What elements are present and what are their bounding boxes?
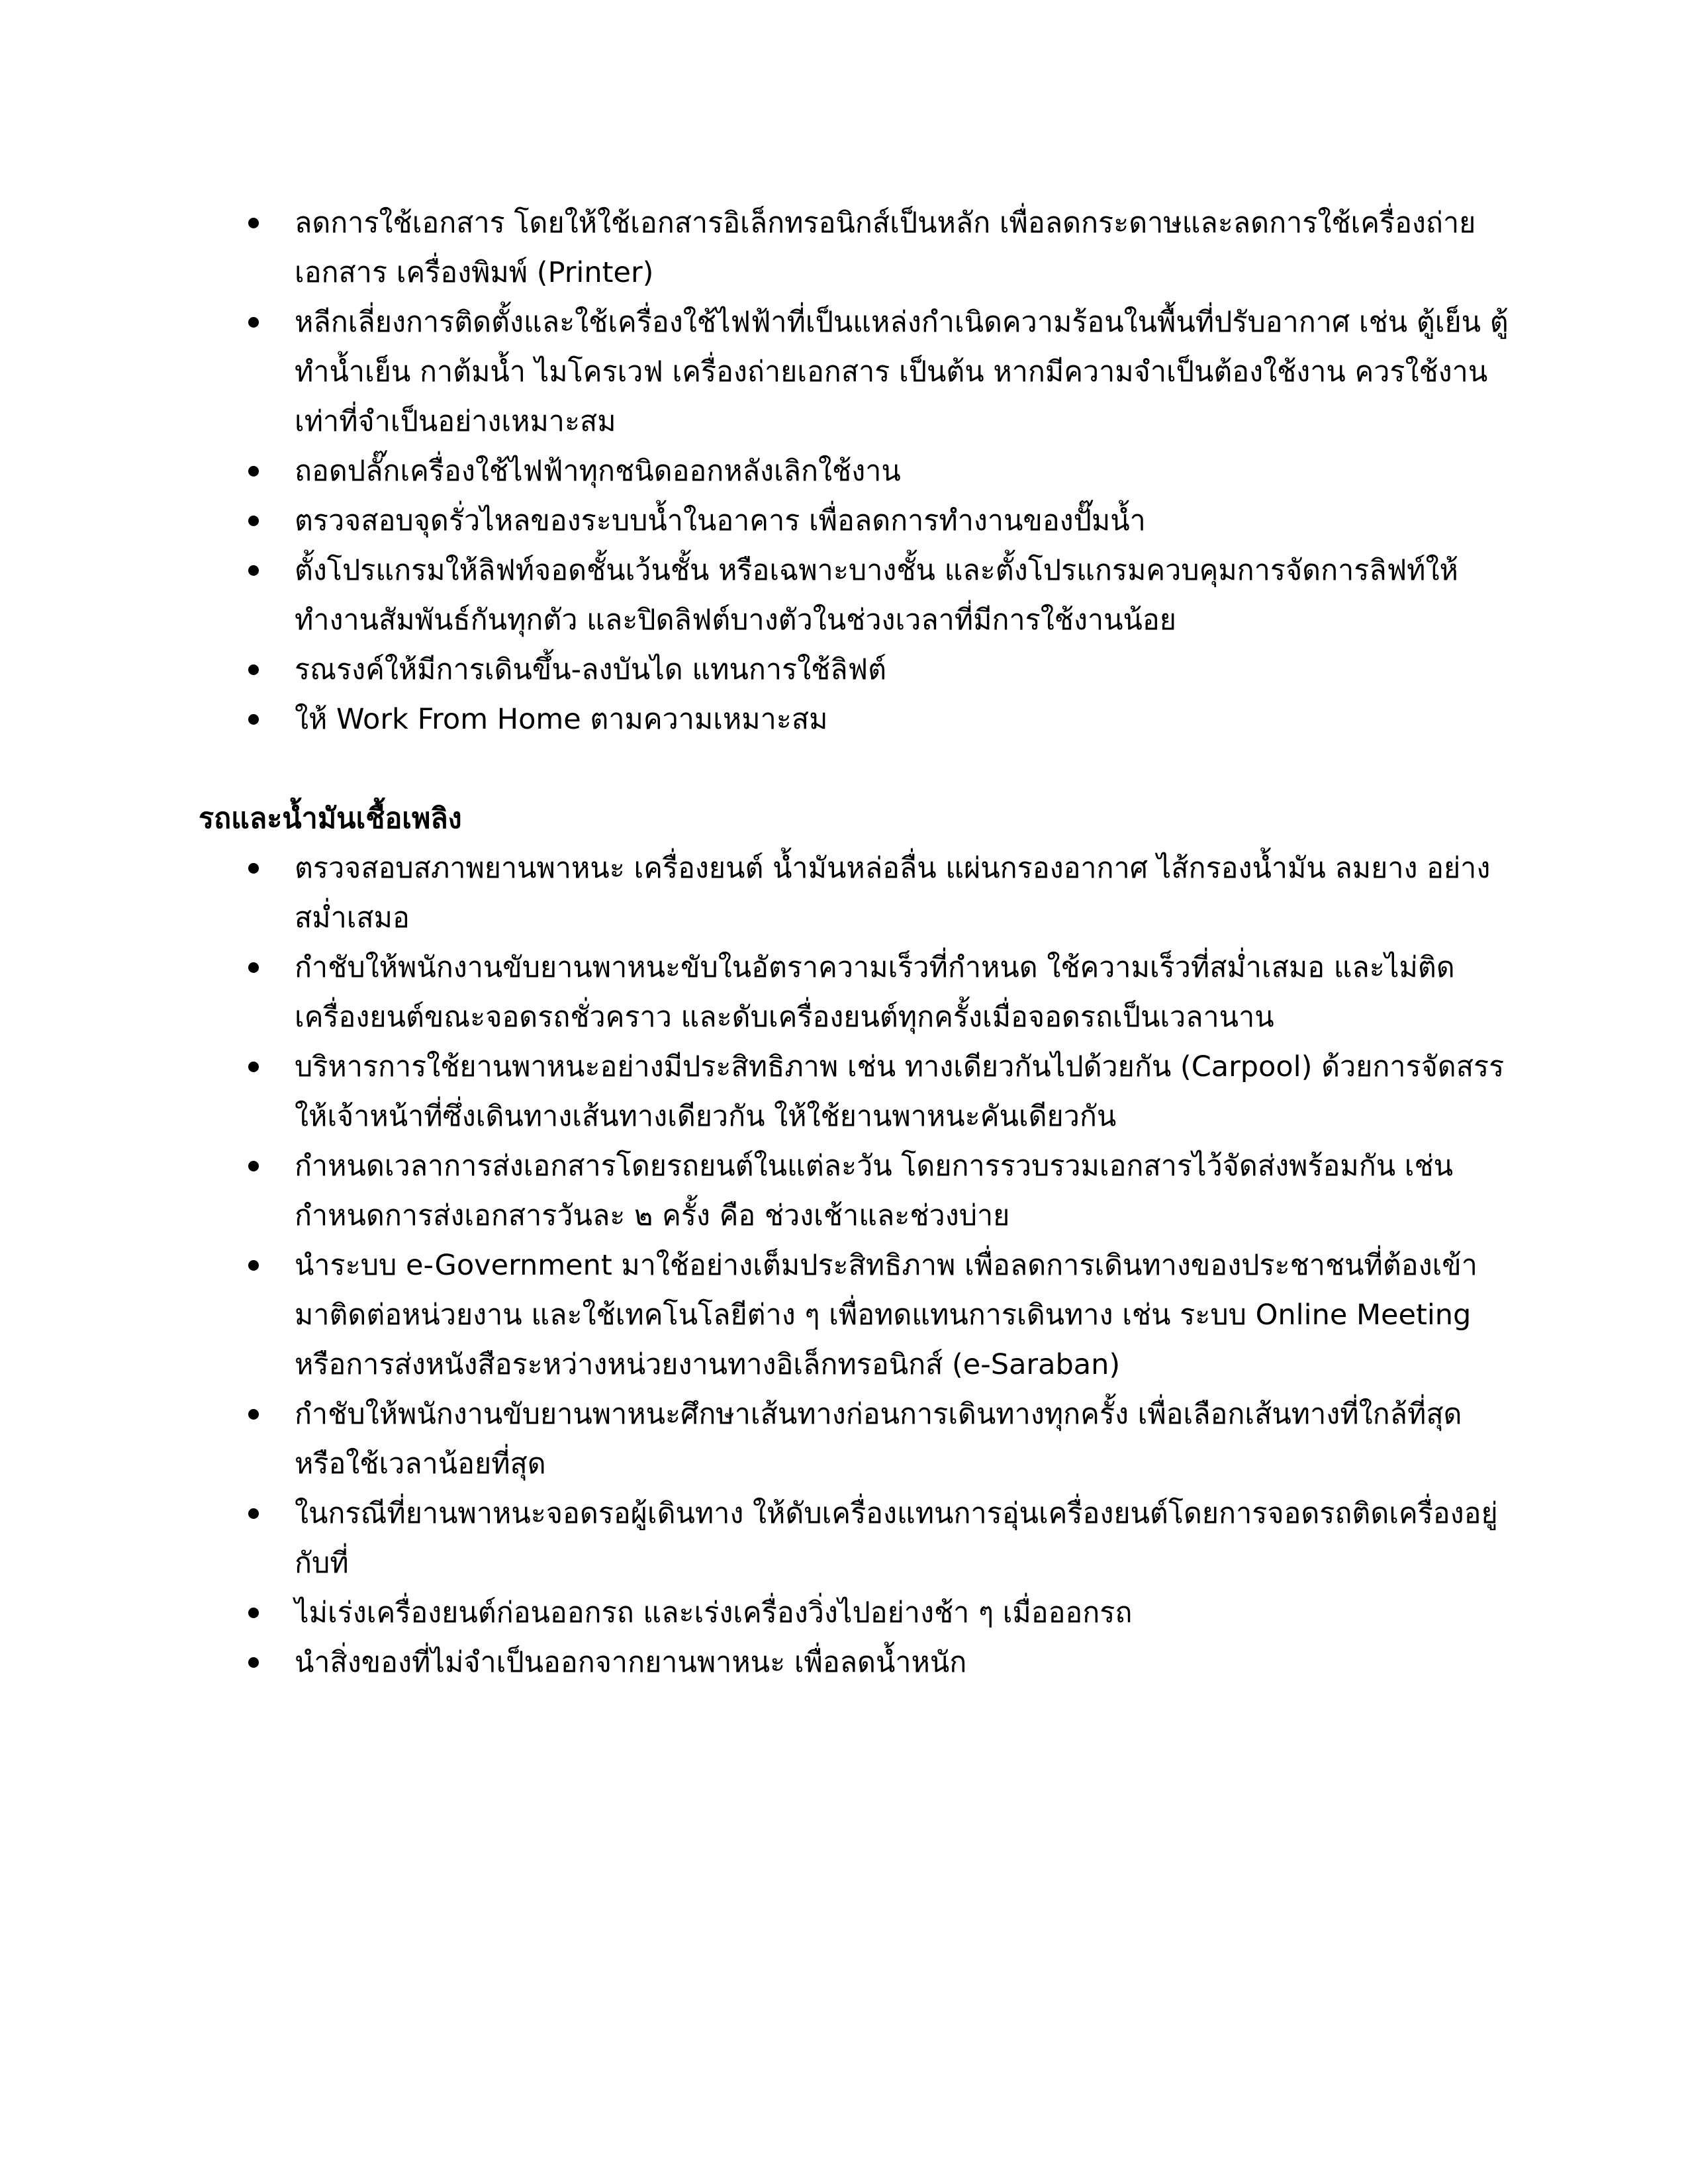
bullet-icon xyxy=(248,1260,259,1271)
section-heading-vehicles-fuel: รถและน้ำมันเชื้อเพลิง xyxy=(199,802,462,835)
list-item-text: นำสิ่งของที่ไม่จำเป็นออกจากยานพาหนะ เพื่อลดน้ำหนัก xyxy=(295,1646,967,1679)
list-item-text: ลดการใช้เอกสาร โดยให้ใช้เอกสารอิเล็กทรอนิกส์เป็นหลัก เพื่อลดกระดาษและลดการใช้เครื่องถ่ายเอกสาร เครื่องพิมพ์ (Printer) xyxy=(295,206,1476,289)
list-item-text: ถอดปลั๊กเครื่องใช้ไฟฟ้าทุกชนิดออกหลังเลิกใช้งาน xyxy=(295,455,901,488)
list-item xyxy=(199,695,1509,745)
list-item xyxy=(199,1638,1509,1688)
bullet-icon xyxy=(248,516,259,526)
list-item xyxy=(199,1042,1509,1142)
list-item xyxy=(199,546,1509,645)
list-item xyxy=(199,1142,1509,1241)
bullet-icon xyxy=(248,1508,259,1519)
list-item-text: กำชับให้พนักงานขับยานพาหนะศึกษาเส้นทางก่อนการเดินทางทุกครั้ง เพื่อเลือกเส้นทางที่ใกล้ที่สุดหรือใช้เวลาน้อยที่สุด xyxy=(295,1398,1462,1480)
list-item-text: กำชับให้พนักงานขับยานพาหนะขับในอัตราความเร็วที่กำหนด ใช้ความเร็วที่สม่ำเสมอ และไม่ติดเครื่องยนต์ขณะจอดรถชั่วคราว และดับเครื่องยนต์ทุกครั้งเมื่อจอดรถเป็นเวลานาน xyxy=(295,951,1455,1034)
bullet-icon xyxy=(248,1161,259,1171)
office-measures-list xyxy=(199,199,1509,745)
bullet-icon xyxy=(248,962,259,973)
list-item-text: ตรวจสอบจุดรั่วไหลของระบบน้ำในอาคาร เพื่อลดการทำงานของปั๊มน้ำ xyxy=(295,504,1146,537)
bullet-icon xyxy=(248,317,259,328)
list-item-text: รณรงค์ให้มีการเดินขึ้น-ลงบันได แทนการใช้ลิฟต์ xyxy=(295,653,887,686)
bullet-icon xyxy=(248,1608,259,1618)
list-item-text: ในกรณีที่ยานพาหนะจอดรอผู้เดินทาง ให้ดับเครื่องแทนการอุ่นเครื่องยนต์โดยการจอดรถติดเครื่องอยู่กับที่ xyxy=(295,1497,1498,1580)
list-item xyxy=(199,1489,1509,1588)
list-item xyxy=(199,943,1509,1042)
list-item xyxy=(199,1588,1509,1638)
list-item xyxy=(199,496,1509,546)
list-item-text: บริหารการใช้ยานพาหนะอย่างมีประสิทธิภาพ เช่น ทางเดียวกันไปด้วยกัน (Carpool) ด้วยการจัดสรรให้เจ้าหน้าที่ซึ่งเดินทางเส้นทางเดียวกัน ให้ใช้ยานพาหนะคันเดียวกัน xyxy=(295,1050,1505,1133)
bullet-icon xyxy=(248,466,259,477)
list-item xyxy=(199,447,1509,496)
list-item xyxy=(199,199,1509,298)
bullet-icon xyxy=(248,565,259,576)
list-item-text: กำหนดเวลาการส่งเอกสารโดยรถยนต์ในแต่ละวัน โดยการรวบรวมเอกสารไว้จัดส่งพร้อมกัน เช่น กำหนดการส่งเอกสารวันละ ๒ ครั้ง คือ ช่วงเช้าและช่วงบ่าย xyxy=(295,1150,1454,1232)
list-item xyxy=(199,298,1509,447)
list-item-text: ให้ Work From Home ตามความเหมาะสม xyxy=(295,703,828,736)
bullet-icon xyxy=(248,1062,259,1072)
list-item xyxy=(199,844,1509,943)
bullet-icon xyxy=(248,664,259,675)
bullet-icon xyxy=(248,218,259,228)
bullet-icon xyxy=(248,714,259,725)
list-item-text: หลีกเลี่ยงการติดตั้งและใช้เครื่องใช้ไฟฟ้าที่เป็นแหล่งกำเนิดความร้อนในพื้นที่ปรับอากาศ เช่น ตู้เย็น ตู้ทำน้ำเย็น กาต้มน้ำ ไมโครเวฟ เครื่องถ่ายเอกสาร เป็นต้น หากมีความจำเป็นต้องใช้งาน ควรใช้งานเท่าที่จำเป็นอย่างเหมาะสม xyxy=(295,306,1509,438)
list-item xyxy=(199,1390,1509,1489)
list-item-text: ตรวจสอบสภาพยานพาหนะ เครื่องยนต์ น้ำมันหล่อลื่น แผ่นกรองอากาศ ไส้กรองน้ำมัน ลมยาง อย่างสม่ำเสมอ xyxy=(295,852,1491,934)
list-item-text: ตั้งโปรแกรมให้ลิฟท์จอดชั้นเว้นชั้น หรือเฉพาะบางชั้น และตั้งโปรแกรมควบคุมการจัดการลิฟท์ให้ทำงานสัมพันธ์กันทุกตัว และปิดลิฟต์บางตัวในช่วงเวลาที่มีการใช้งานน้อย xyxy=(295,554,1458,637)
list-item-text: ไม่เร่งเครื่องยนต์ก่อนออกรถ และเร่งเครื่องวิ่งไปอย่างช้า ๆ เมื่อออกรถ xyxy=(295,1596,1133,1629)
list-item-text: นำระบบ e-Government มาใช้อย่างเต็มประสิทธิภาพ เพื่อลดการเดินทางของประชาชนที่ต้องเข้ามาติดต่อหน่วยงาน และใช้เทคโนโลยีต่าง ๆ เพื่อทดแทนการเดินทาง เช่น ระบบ Online Meeting หรือการส่งหนังสือระหว่างหน่วยงานทางอิเล็กทรอนิกส์ (e-Saraban) xyxy=(295,1249,1477,1381)
bullet-icon xyxy=(248,1657,259,1668)
vehicle-measures-list xyxy=(199,844,1509,1688)
list-item xyxy=(199,1241,1509,1390)
document-body xyxy=(199,199,1509,1688)
list-item xyxy=(199,645,1509,695)
bullet-icon xyxy=(248,863,259,874)
bullet-icon xyxy=(248,1409,259,1420)
